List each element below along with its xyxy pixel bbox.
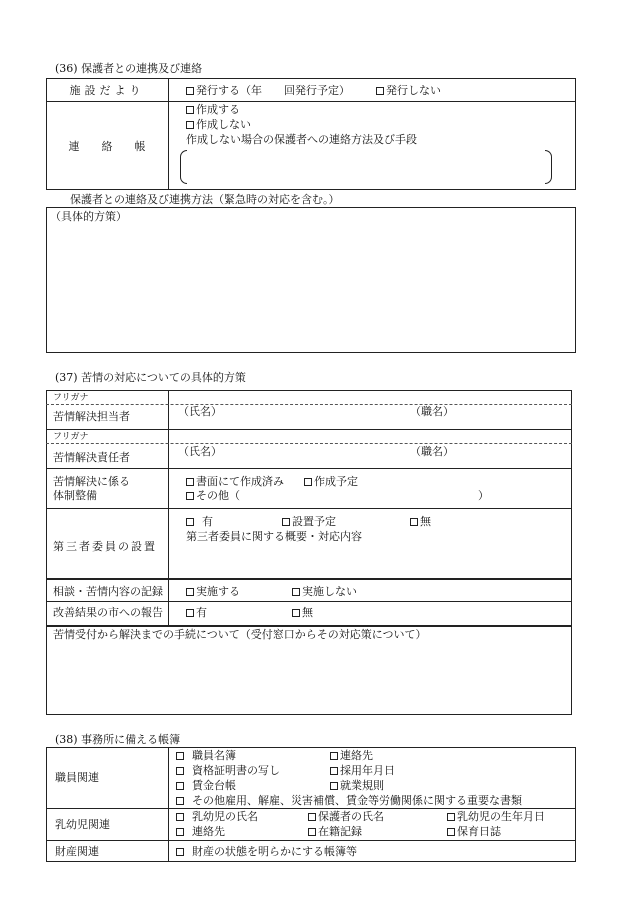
checkbox-icon bbox=[308, 828, 316, 836]
shokuin-other[interactable]: その他雇用、解雇、災害補償、賃金等労働関係に関する重要な書類 bbox=[176, 794, 522, 807]
daisan-note: 第三者委員に関する概要・対応内容 bbox=[186, 530, 362, 543]
checkbox-icon bbox=[176, 752, 184, 760]
zaisan-label: 財産関連 bbox=[55, 845, 99, 858]
furigana-1: フリガナ bbox=[53, 393, 89, 403]
row2-option-not-create[interactable]: 作成しない bbox=[186, 118, 251, 131]
sekinin-title-label: （職名） bbox=[410, 445, 454, 458]
checkbox-icon bbox=[176, 848, 184, 856]
zaisan-item[interactable]: 財産の状態を明らかにする帳簿等 bbox=[176, 845, 357, 858]
checkbox-icon bbox=[176, 797, 184, 805]
tanto-name-label: （氏名） bbox=[178, 405, 222, 418]
furigana-2: フリガナ bbox=[53, 432, 89, 442]
tetsuzuki-input[interactable] bbox=[48, 645, 568, 711]
checkbox-icon bbox=[308, 813, 316, 821]
houkoku-option-yes[interactable]: 有 bbox=[186, 606, 207, 619]
checkbox-icon bbox=[186, 478, 194, 486]
tanto-title-label: （職名） bbox=[410, 405, 454, 418]
checkbox-icon bbox=[304, 478, 312, 486]
daisan-option-no[interactable]: 無 bbox=[410, 515, 431, 528]
checkbox-icon bbox=[447, 813, 455, 821]
checkbox-icon bbox=[186, 121, 194, 129]
sekinin-input[interactable] bbox=[170, 458, 570, 467]
checkbox-icon bbox=[330, 782, 338, 790]
concrete-plan-label: （具体的方策） bbox=[50, 210, 127, 223]
taisei-label-2: 体制整備 bbox=[53, 489, 97, 502]
shokuin-shugyo[interactable]: 就業規則 bbox=[330, 779, 384, 792]
houkoku-label: 改善結果の市への報告 bbox=[53, 606, 163, 619]
section-37-heading: (37) 苦情の対応についての具体的方策 bbox=[55, 371, 246, 384]
daisan-label: 第三者委員の設置 bbox=[53, 540, 157, 553]
checkbox-icon bbox=[447, 828, 455, 836]
section-38-heading: (38) 事務所に備える帳簿 bbox=[55, 733, 181, 746]
checkbox-icon bbox=[176, 782, 184, 790]
daisan-option-planned[interactable]: 設置予定 bbox=[282, 515, 336, 528]
nyuyoji-guardian[interactable]: 保護者の氏名 bbox=[308, 810, 384, 823]
checkbox-icon bbox=[186, 106, 194, 114]
checkbox-icon bbox=[186, 609, 194, 617]
tetsuzuki-label: 苦情受付から解決までの手続について（受付窓口からその対応策について） bbox=[53, 628, 427, 641]
row1-option-issue[interactable]: 発行する（年 回発行予定） bbox=[186, 84, 350, 97]
concrete-plan-box[interactable] bbox=[46, 207, 576, 353]
sekinin-label: 苦情解決責任者 bbox=[53, 451, 130, 464]
shokuin-shikaku[interactable]: 資格証明書の写し bbox=[176, 764, 280, 777]
daisan-option-yes[interactable]: 有 bbox=[186, 515, 213, 528]
bracket-left bbox=[180, 150, 187, 184]
checkbox-icon bbox=[330, 767, 338, 775]
taisei-option-other[interactable]: その他（ bbox=[186, 489, 240, 502]
checkbox-icon bbox=[176, 828, 184, 836]
shisetsu-dayori-label: 施設だより bbox=[69, 84, 145, 97]
tanto-input[interactable] bbox=[170, 418, 570, 428]
checkbox-icon bbox=[176, 767, 184, 775]
checkbox-icon bbox=[330, 752, 338, 760]
row2-option-create[interactable]: 作成する bbox=[186, 103, 240, 116]
nyuyoji-birthdate[interactable]: 乳幼児の生年月日 bbox=[447, 810, 545, 823]
taisei-option-written[interactable]: 書面にて作成済み bbox=[186, 475, 284, 488]
kiroku-option-yes[interactable]: 実施する bbox=[186, 585, 240, 598]
checkbox-icon bbox=[186, 492, 194, 500]
shokuin-meibo[interactable]: 職員名簿 bbox=[176, 749, 236, 762]
nyuyoji-name[interactable]: 乳幼児の氏名 bbox=[176, 810, 258, 823]
checkbox-icon bbox=[186, 518, 194, 526]
shokuin-chingin[interactable]: 賃金台帳 bbox=[176, 779, 236, 792]
tanto-label: 苦情解決担当者 bbox=[53, 410, 130, 423]
nyuyoji-diary[interactable]: 保育日誌 bbox=[447, 825, 501, 838]
kiroku-label: 相談・苦情内容の記録 bbox=[53, 585, 163, 598]
taisei-label-1: 苦情解決に係る bbox=[53, 475, 130, 488]
nyuyoji-contact[interactable]: 連絡先 bbox=[176, 825, 225, 838]
checkbox-icon bbox=[282, 518, 290, 526]
taisei-option-planned[interactable]: 作成予定 bbox=[304, 475, 358, 488]
bracket-right bbox=[545, 150, 552, 184]
shokuin-renrakusaki[interactable]: 連絡先 bbox=[330, 749, 373, 762]
checkbox-icon bbox=[410, 518, 418, 526]
taisei-close-paren: ） bbox=[478, 489, 489, 502]
contact-method-field[interactable] bbox=[190, 152, 540, 182]
nyuyoji-enrollment[interactable]: 在籍記録 bbox=[308, 825, 362, 838]
checkbox-icon bbox=[186, 588, 194, 596]
shokuin-label: 職員関連 bbox=[55, 771, 99, 784]
shokuin-saiyo[interactable]: 採用年月日 bbox=[330, 764, 395, 777]
section-36-subheading: 保護者との連絡及び連携方法（緊急時の対応を含む。） bbox=[70, 193, 340, 206]
nyuyoji-label: 乳幼児関連 bbox=[55, 818, 110, 831]
row1-option-not-issue[interactable]: 発行しない bbox=[376, 84, 441, 97]
houkoku-option-no[interactable]: 無 bbox=[292, 606, 313, 619]
renrakucho-label: 連 絡 帳 bbox=[68, 140, 146, 153]
checkbox-icon bbox=[292, 609, 300, 617]
checkbox-icon bbox=[292, 588, 300, 596]
daisan-detail-input[interactable] bbox=[170, 545, 570, 575]
sekinin-name-label: （氏名） bbox=[178, 445, 222, 458]
checkbox-icon bbox=[376, 87, 384, 95]
section-36-heading: (36) 保護者との連携及び連絡 bbox=[55, 62, 203, 75]
row2-note: 作成しない場合の保護者への連絡方法及び手段 bbox=[186, 133, 417, 146]
checkbox-icon bbox=[186, 87, 194, 95]
kiroku-option-no[interactable]: 実施しない bbox=[292, 585, 357, 598]
checkbox-icon bbox=[176, 813, 184, 821]
